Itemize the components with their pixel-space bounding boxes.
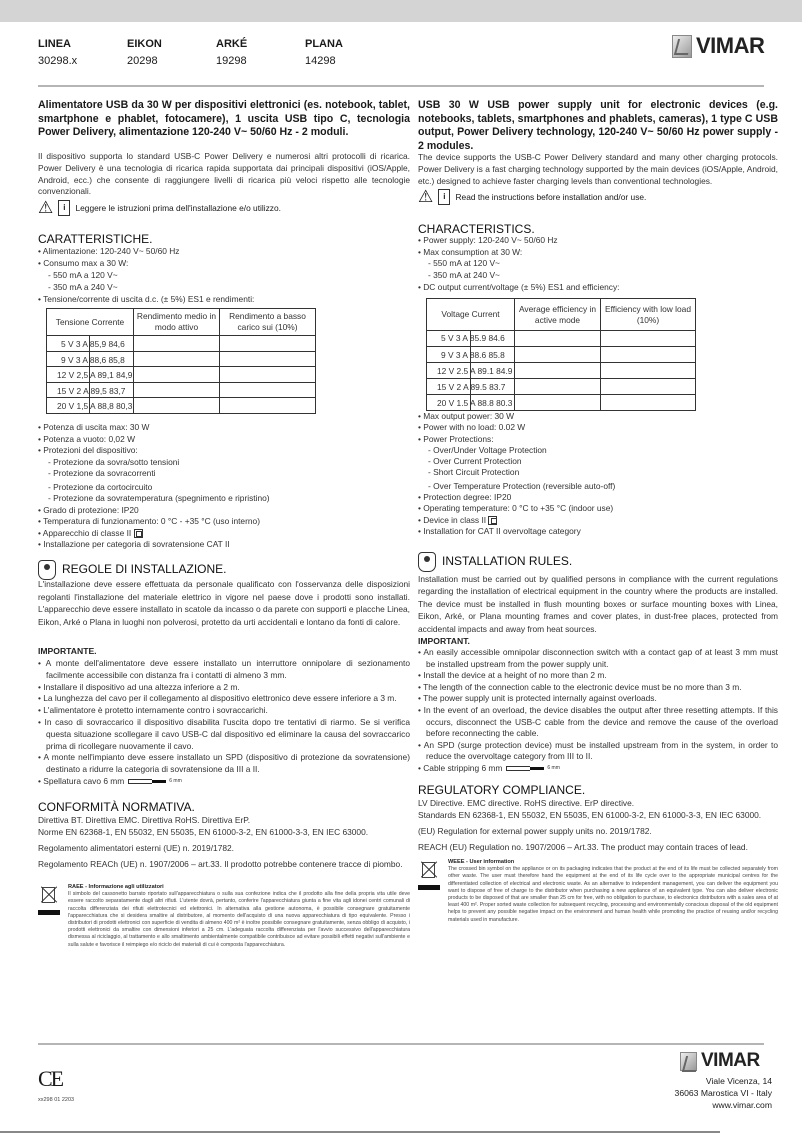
series-plana: PLANA 14298	[305, 38, 343, 67]
list-item: • Installare il dispositivo ad una altezza inferiore a 2 m.	[38, 681, 240, 692]
list-item: • Power Protections:	[418, 433, 494, 444]
series-linea: LINEA 30298.x	[38, 38, 78, 67]
vimar-logo-icon	[680, 1052, 697, 1071]
vimar-logo-icon	[672, 35, 692, 58]
intro-text: The device supports the USB-C Power Delivery standard and many other charging protocols. Power Delivery is a fast charging technology supported by the main devices (iOS/Apple, Android, etc.) designed to achieve faster charging levels than conventional technologies.	[418, 152, 778, 186]
efficiency-table	[46, 308, 316, 414]
cable-strip-icon	[128, 779, 152, 784]
weee-info	[418, 859, 778, 924]
compliance-line: Regolamento REACh (UE) n. 1907/2006 – art.33. Il prodotto potrebbe contenere tracce di piombo.	[38, 859, 403, 869]
characteristics-list-2	[38, 422, 410, 551]
list-item: • Tensione/corrente di uscita d.c. (± 5%) ES1 e rendimenti:	[38, 294, 255, 304]
list-item: - Protezione da sovra/sotto tensioni	[48, 456, 180, 467]
list-item: • Temperatura di funzionamento: 0 °C - +35 °C (uso interno)	[38, 516, 260, 526]
bottom-rule	[0, 1131, 720, 1133]
list-item: • Power with no load: 0.02 W	[418, 422, 526, 433]
important-list	[38, 658, 410, 788]
list-item: • In the event of an overload, the device disables the output after three resetting attempts. If this occurs, disconnect the USB-C cable from the device and remove the cause of the overload before reconnecting the cable.	[418, 704, 778, 739]
list-item: - 350 mA a 240 V~	[48, 282, 118, 292]
compliance-text	[418, 797, 778, 853]
warning-note: ⚠ i Read the instructions before installation and/or use.	[418, 187, 647, 206]
characteristics-list	[38, 245, 410, 305]
list-item: • Power supply: 120-240 V~ 50/60 Hz	[418, 235, 558, 245]
section-title: REGOLE DI INSTALLAZIONE.	[38, 560, 410, 580]
header-divider	[38, 85, 764, 87]
footer-divider	[38, 1043, 764, 1045]
table-row: 9 V 3 A 88.6 85.8	[427, 346, 696, 362]
product-title: USB 30 W USB power supply unit for electronic devices (e.g. notebooks, tablets, smartphones and phablets, cameras), 1 type C USB output, Power Delivery technology, 120-240 V~ 50/60 Hz power supply - 2 modules.	[418, 99, 778, 152]
table-row: 15 V 2 A 89,5 83,7	[47, 382, 316, 398]
top-band	[0, 0, 802, 22]
warning-note: ⚠ i Leggere le istruzioni prima dell'installazione e/o utilizzo.	[38, 198, 281, 217]
list-item: • Spellatura cavo 6 mm 6 mm	[38, 776, 182, 787]
intro-text: Il dispositivo supporta lo standard USB-C Power Delivery e numerosi altri protocolli di ricarica. Power Delivery è una tecnologia di ricarica rapida supportata dai principali dispositivi (iOS/Apple, Android, ecc.) che consente di raggiungere livelli di ricarica più veloci rispetto alle tecnologie convenzionali.	[38, 151, 410, 197]
list-item: • Cable stripping 6 mm 6 mm	[418, 762, 560, 773]
list-item: • Protection degree: IP20	[418, 492, 512, 503]
characteristics-list-2	[418, 411, 778, 537]
list-item: • Install the device at a height of no more than 2 m.	[418, 670, 607, 681]
list-item: - Over/Under Voltage Protection	[428, 444, 547, 455]
section-title: CONFORMITÀ NORMATIVA.	[38, 800, 195, 814]
table-header: Efficiency with low load (10%)	[601, 299, 696, 331]
section-title: REGULATORY COMPLIANCE.	[418, 783, 586, 797]
list-item: - 550 mA a 120 V~	[48, 270, 118, 280]
list-item: - Short Circuit Protection	[428, 467, 520, 478]
list-item: • La lunghezza del cavo per il collegamento al dispositivo elettronico deve essere inferiore a 3 m.	[38, 693, 397, 704]
website-link[interactable]: www.vimar.com	[712, 1100, 772, 1110]
compliance-line: (EU) Regulation for external power supply units no. 2019/1782.	[418, 826, 652, 836]
installer-icon	[418, 552, 436, 572]
ce-mark: CE	[38, 1066, 63, 1091]
section-title: CHARACTERISTICS.	[418, 222, 535, 236]
product-title: Alimentatore USB da 30 W per dispositivi elettronici (es. notebook, tablet, smartphone e phablet, fotocamere), 1 uscita USB tipo C, tecnologia Power Delivery, alimentazione 120-240 V~ 50/60 Hz - 2 moduli.	[38, 99, 410, 138]
table-row: 5 V 3 A 85.9 84.6	[427, 331, 696, 347]
list-item: - 350 mA at 240 V~	[428, 270, 500, 281]
section-title: INSTALLATION RULES.	[418, 552, 778, 572]
list-item: • Alimentazione: 120-240 V~ 50/60 Hz	[38, 246, 180, 256]
installer-icon	[38, 560, 56, 580]
important-label: IMPORTANT.	[418, 636, 470, 646]
document-code: xx298 01 2203	[38, 1097, 75, 1103]
compliance-line: LV Directive. EMC directive. RoHS directive. ErP directive.	[418, 798, 635, 808]
list-item: • Grado di protezione: IP20	[38, 504, 139, 515]
list-item: • An easily accessible omnipolar disconnection switch with a contact gap of at least 3 mm must be installed upstream from the power supply unit.	[418, 647, 778, 669]
list-item: - Protezione da cortocircuito	[48, 481, 153, 492]
address-street: Viale Vicenza, 14	[705, 1076, 772, 1086]
table-header: Average efficiency in active mode	[515, 299, 601, 331]
crossed-bin-icon	[418, 859, 440, 893]
vimar-logo: VIMAR	[672, 33, 764, 59]
warning-icon: ⚠	[38, 198, 54, 217]
table-header: Voltage Current	[427, 299, 515, 331]
compliance-line: REACH (EU) Regulation no. 1907/2006 – Art.33. The product may contain traces of lead.	[418, 842, 748, 852]
list-item: • In caso di sovraccarico il dispositivo disabilita l'uscita dopo tre tentativi di riarmo. Se si verifica questa situazione scollegare il cavo USB-C dal dispositivo ed eliminare la causa del sovraccarico prima di ricollegare nuovamente il cavo.	[38, 716, 410, 751]
weee-title: RAEE - Informazione agli utilizzatori	[68, 884, 164, 890]
address-city: 36063 Marostica VI - Italy	[674, 1088, 772, 1098]
table-row: 5 V 3 A 85,9 84,6	[47, 336, 316, 352]
section-title: CARATTERISTICHE.	[38, 232, 153, 246]
class-ii-icon	[488, 516, 497, 525]
table-row: 9 V 3 A 88,6 85,8	[47, 351, 316, 367]
list-item: • Max output power: 30 W	[418, 411, 515, 421]
weee-title: WEEE - User information	[448, 859, 515, 865]
list-item: • DC output current/voltage (± 5%) ES1 and efficiency:	[418, 281, 620, 292]
compliance-line: Direttiva BT. Direttiva EMC. Direttiva RoHS. Direttiva ErP.	[38, 815, 251, 825]
cable-strip-icon	[506, 766, 530, 771]
weee-info	[38, 884, 410, 949]
list-item: • Device in class II	[418, 515, 778, 526]
efficiency-table	[426, 298, 696, 411]
table-header: Rendimento medio in modo attivo	[134, 309, 220, 336]
compliance-line: Standards EN 62368-1, EN 55032, EN 55035, EN 61000-3-2, EN 61000-3-3, EN IEC 63000.	[418, 810, 762, 820]
table-row: 12 V 2.5 A 89.1 84.9	[427, 362, 696, 378]
list-item: - Over Temperature Protection (reversible auto-off)	[428, 480, 616, 491]
warning-icon: ⚠	[418, 187, 434, 206]
characteristics-list	[418, 235, 778, 294]
list-item: - Protezione da sovracorrenti	[48, 468, 156, 478]
list-item: - Protezione da sovratemperatura (spegnimento e ripristino)	[48, 493, 270, 503]
list-item: - 550 mA at 120 V~	[428, 258, 500, 269]
list-item: • L'alimentatore è protetto internamente contro i sovraccarichi.	[38, 705, 268, 716]
installation-text: Installation must be carried out by qualified persons in compliance with the current regulations regarding the installation of electrical equipment in the country where the products are installed. The device must be installed in flush mounting boxes or surface mounting boxes with Linea, Eikon, Arké, or Plana mounting frames and cover plates, in dust-free places, protected from accidental impacts and away from heat sources.	[418, 574, 778, 634]
manual-info-icon: i	[438, 189, 450, 205]
list-item: • A monte nell'impianto deve essere installato un SPD (dispositivo di protezione da sovratensione) destinato a ridurre la categoria di sovratensione da III a II.	[38, 752, 410, 775]
list-item: • An SPD (surge protection device) must be installed upstream from in the system, in order to reduce the overvoltage category from III to II.	[418, 739, 778, 762]
list-item: • A monte dell'alimentatore deve essere installato un interruttore onnipolare di sezionamento facilmente accessibile con distanza fra i contatti di almeno 3 mm.	[38, 658, 410, 680]
list-item: • Apparecchio di classe II	[38, 528, 410, 540]
crossed-bin-icon	[38, 884, 60, 918]
weee-text: The crossed bin symbol on the appliance or on its packaging indicates that the product at the end of its life must be collected separately from other waste. The user must therefore hand the equipment at the end of its life cycle over to the appropriate municipal centres for the differentiated collection of electrical and electronic waste. As an alternative to independent management, you can deliver the equipment you want to dispose of free of charge to the distributor when purchasing a new appliance of an equivalent type. You can also deliver electronic products to be disposed of that are smaller than 25 cm for free, with no obligation to purchase, to electronics distributors with a sales area of at least 400 m². Proper sorted waste collection for subsequent recycling, processing and environmentally conscious disposal of the old equipment helps to prevent any possible negative impact on the environment and human health while promoting the practice of reusing and/or recycling materials used in manufacture.	[448, 866, 778, 923]
table-header: Rendimento a basso carico sui (10%)	[220, 309, 316, 336]
weee-text: Il simbolo del cassonetto barrato riportato sull'apparecchiatura o sulla sua confezione indica che il prodotto alla fine della propria vita utile deve essere raccolto separatamente dagli altri rifiuti. L'utente dovrà, pertanto, conferire l'apparecchiatura giunta a fine vita agli idonei centri comunali di raccolta differenziata dei rifiuti elettrotecnici ed elettronici. In alternativa alla gestione autonoma, è possibile consegnare gratuitamente l'apparecchiatura che si desidera smaltire al distributore, al momento dell'acquisto di una nuova apparecchiatura di tipo equivalente. Presso i distributori di prodotti elettronici con superficie di vendita di almeno 400 m² è inoltre possibile consegnare gratuitamente, senza obbligo di acquisto, i prodotti elettronici da smaltire con dimensioni inferiori a 25 cm. L'adeguata raccolta differenziata per l'avvio successivo dell'apparecchiatura dismessa al riciclaggio, al trattamento e allo smaltimento ambientalmente compatibile contribuisce ad evitare possibili effetti negativi sull'ambiente e sulla salute e favorisce il reimpiego e/o riciclo dei materiali di cui è composta l'apparecchiatura.	[68, 891, 410, 948]
important-list	[418, 647, 778, 775]
table-header: Tensione Corrente	[47, 309, 134, 336]
list-item: • The power supply unit is protected internally against overloads.	[418, 693, 657, 704]
list-item: • Protezioni del dispositivo:	[38, 445, 138, 455]
table-row: 15 V 2 A 89.5 83.7	[427, 378, 696, 394]
list-item: • Potenza di uscita max: 30 W	[38, 422, 150, 432]
class-ii-icon	[134, 529, 143, 538]
compliance-line: Regolamento alimentatori esterni (UE) n. 2019/1782.	[38, 843, 234, 853]
list-item: • Installation for CAT II overvoltage category	[418, 525, 581, 536]
installation-text: L'installazione deve essere effettuata da personale qualificato con l'osservanza delle disposizioni regolanti l'installazione del materiale elettrico in vigore nel paese dove i prodotti sono installati. L'apparecchio deve essere installato in scatole da incasso o da parete con supporti e placche Linea, Eikon, Arké o Plana in luoghi non polverosi, protetto da urti accidentali e lontano da fonti di calore.	[38, 579, 410, 627]
compliance-text	[38, 814, 410, 870]
manual-info-icon: i	[58, 200, 70, 216]
series-eikon: EIKON 20298	[127, 38, 162, 67]
list-item: • Consumo max a 30 W:	[38, 258, 129, 268]
table-row: 12 V 2,5 A 89,1 84,9	[47, 367, 316, 383]
series-arke: ARKÉ 19298	[216, 38, 248, 67]
list-item: • Operating temperature: 0 °C to +35 °C (indoor use)	[418, 503, 614, 514]
table-row: 20 V 1,5 A 88,8 80,3	[47, 398, 316, 414]
important-label: IMPORTANTE.	[38, 646, 97, 656]
footer-vimar-logo: VIMAR	[680, 1050, 760, 1072]
list-item: - Over Current Protection	[428, 456, 522, 467]
list-item: • The length of the connection cable to the electronic device must be no more than 3 m.	[418, 681, 742, 692]
company-address	[675, 1075, 772, 1111]
table-row: 20 V 1.5 A 88.8 80.3	[427, 394, 696, 410]
list-item: • Max consumption at 30 W:	[418, 246, 523, 257]
list-item: • Potenza a vuoto: 0,02 W	[38, 433, 135, 444]
list-item: • Installazione per categoria di sovratensione CAT II	[38, 539, 230, 549]
compliance-line: Norme EN 62368-1, EN 55032, EN 55035, EN 61000-3-2, EN 61000-3-3, EN IEC 63000.	[38, 827, 369, 837]
